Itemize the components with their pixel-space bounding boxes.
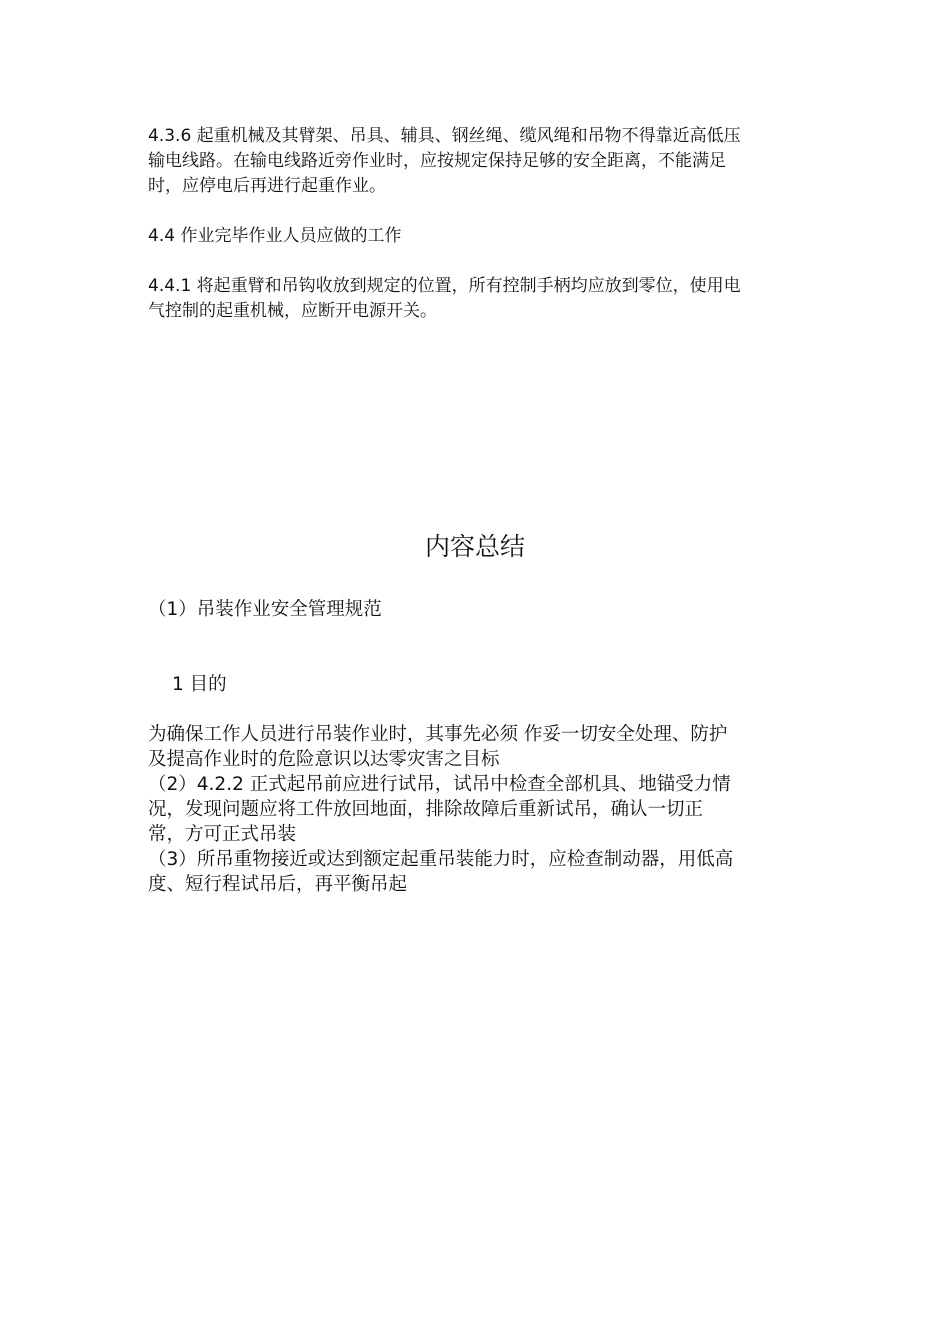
paragraph-4-3-6: 4.3.6 起重机械及其臂架、吊具、辅具、钢丝绳、缆风绳和吊物不得靠近高低压 输电线路。在输电线路近旁作业时，应按规定保持足够的安全距离，不能满足 时，应停电后再进行起重作业。 — [148, 126, 741, 196]
summary-item-2: （2）4.2.2 正式起吊前应进行试吊，试吊中检查全部机具、地锚受力情 况，发现问题应将工件放回地面，排除故障后重新试吊，确认一切正 常，方可正式吊装 — [148, 774, 731, 845]
purpose-text: 为确保工作人员进行吊装作业时，其事先必须 作妥一切安全处理、防护 及提高作业时的危险意识以达零灾害之目标 — [148, 724, 728, 770]
summary-item-3: （3）所吊重物接近或达到额定起重吊装能力时，应检查制动器，用低高 度、短行程试吊后，再平衡吊起 — [148, 849, 734, 895]
summary-item-1: （1）吊装作业安全管理规范 — [148, 599, 382, 620]
summary-title: 内容总结 — [424, 532, 525, 561]
paragraph-4-4-1: 4.4.1 将起重臂和吊钩收放到规定的位置，所有控制手柄均应放到零位，使用电 气控制的起重机械，应断开电源开关。 — [148, 276, 741, 321]
heading-4-4: 4.4 作业完毕作业人员应做的工作 — [148, 226, 402, 246]
purpose-heading: 1 目的 — [172, 674, 227, 695]
